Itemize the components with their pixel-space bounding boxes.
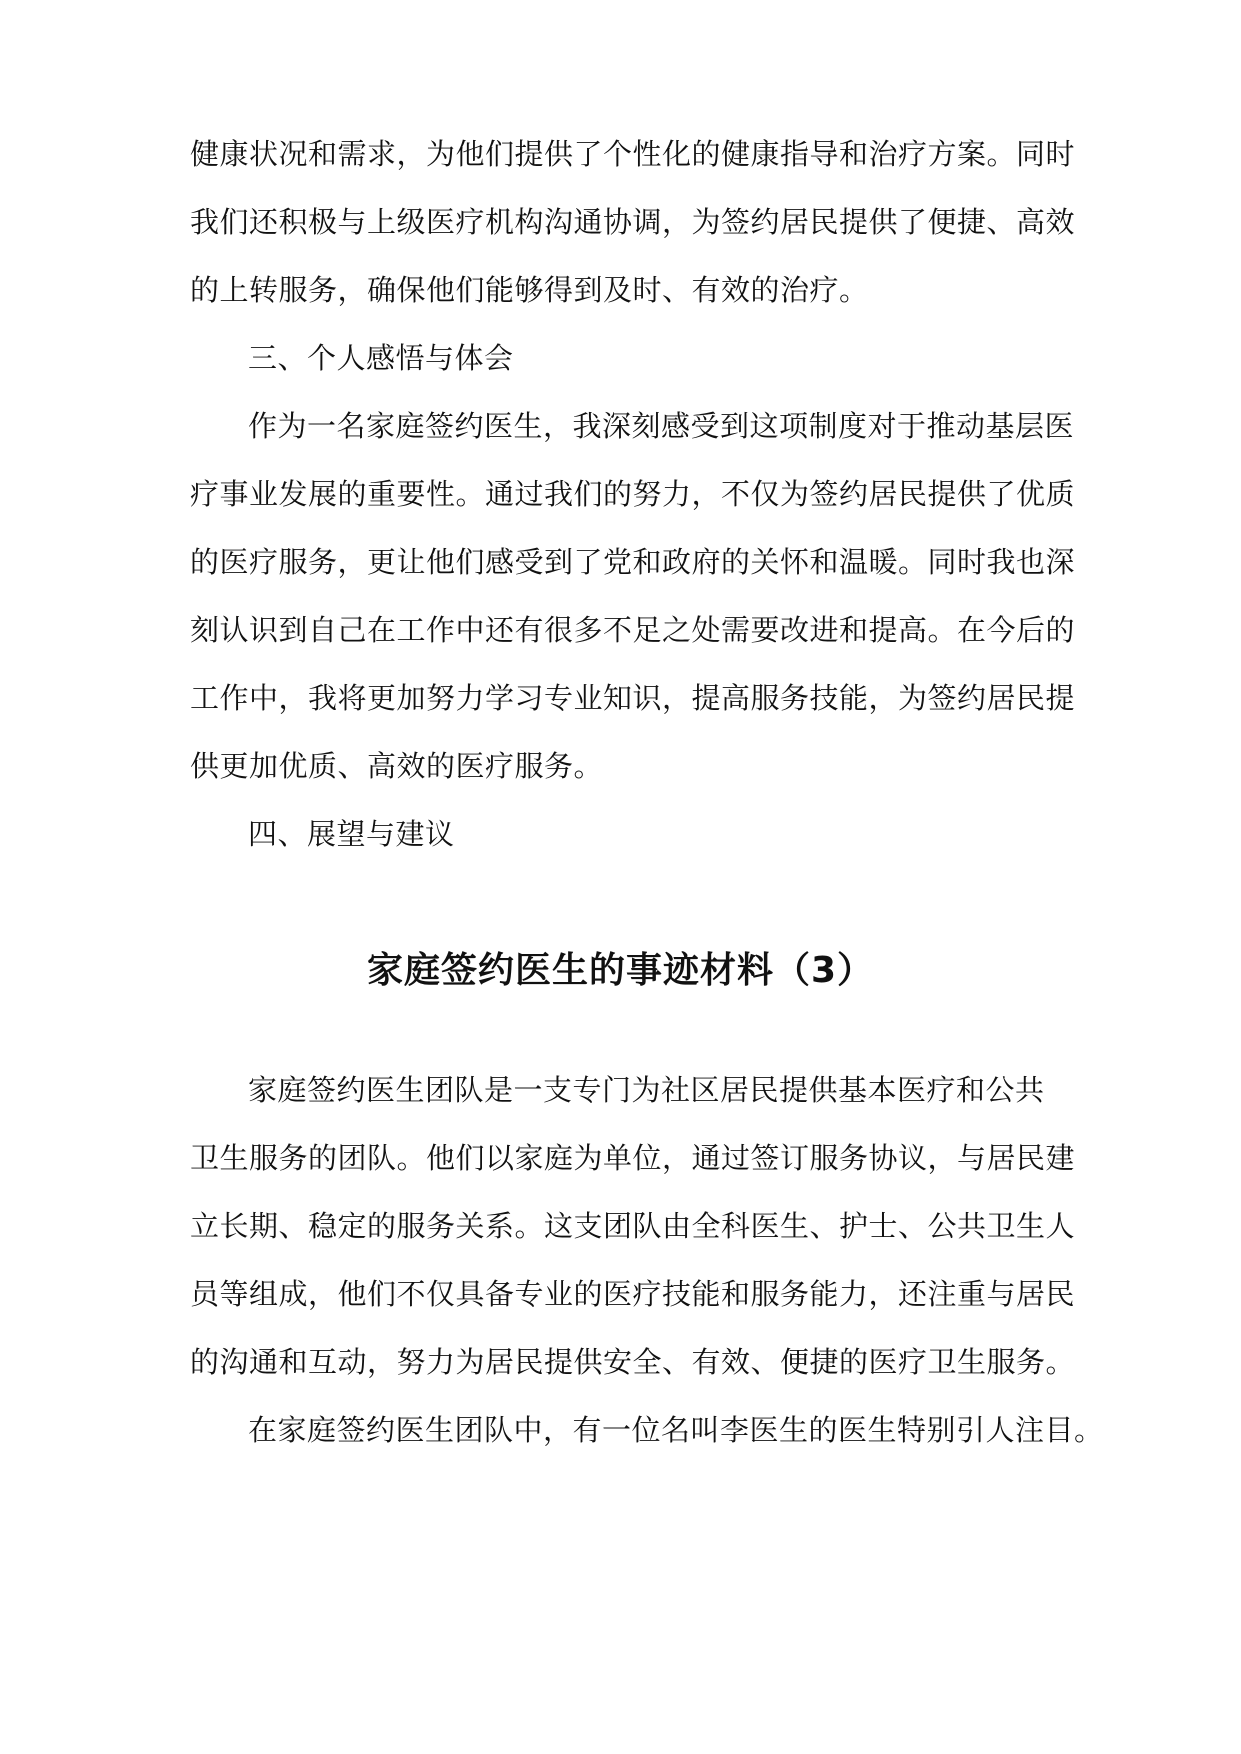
paragraph-line: 家庭签约医生团队是一支专门为社区居民提供基本医疗和公共: [248, 1073, 1045, 1107]
paragraph-line: 健康状况和需求，为他们提供了个性化的健康指导和治疗方案。同时: [190, 137, 1076, 171]
paragraph-line: 供更加优质、高效的医疗服务。: [190, 749, 604, 783]
paragraph-line: 工作中，我将更加努力学习专业知识，提高服务技能，为签约居民提: [190, 681, 1076, 715]
paragraph-line: 刻认识到自己在工作中还有很多不足之处需要改进和提高。在今后的: [190, 613, 1076, 647]
paragraph-line: 我们还积极与上级医疗机构沟通协调，为签约居民提供了便捷、高效: [190, 205, 1076, 239]
paragraph-line: 员等组成，他们不仅具备专业的医疗技能和服务能力，还注重与居民: [190, 1277, 1076, 1311]
paragraph-line: 作为一名家庭签约医生，我深刻感受到这项制度对于推动基层医: [248, 409, 1075, 443]
section-heading-4: 四、展望与建议: [248, 817, 455, 851]
paragraph-line: 在家庭签约医生团队中，有一位名叫李医生的医生特别引人注目。: [248, 1413, 1104, 1447]
paragraph-line: 的医疗服务，更让他们感受到了党和政府的关怀和温暖。同时我也深: [190, 545, 1076, 579]
paragraph-line: 的沟通和互动，努力为居民提供安全、有效、便捷的医疗卫生服务。: [190, 1345, 1076, 1379]
paragraph-line: 的上转服务，确保他们能够得到及时、有效的治疗。: [190, 273, 869, 307]
article-title: 家庭签约医生的事迹材料（3）: [366, 950, 875, 991]
section-heading-3: 三、个人感悟与体会: [248, 341, 514, 375]
paragraph-line: 卫生服务的团队。他们以家庭为单位，通过签订服务协议，与居民建: [190, 1141, 1076, 1175]
paragraph-line: 立长期、稳定的服务关系。这支团队由全科医生、护士、公共卫生人: [190, 1209, 1076, 1243]
paragraph-line: 疗事业发展的重要性。通过我们的努力，不仅为签约居民提供了优质: [190, 477, 1076, 511]
